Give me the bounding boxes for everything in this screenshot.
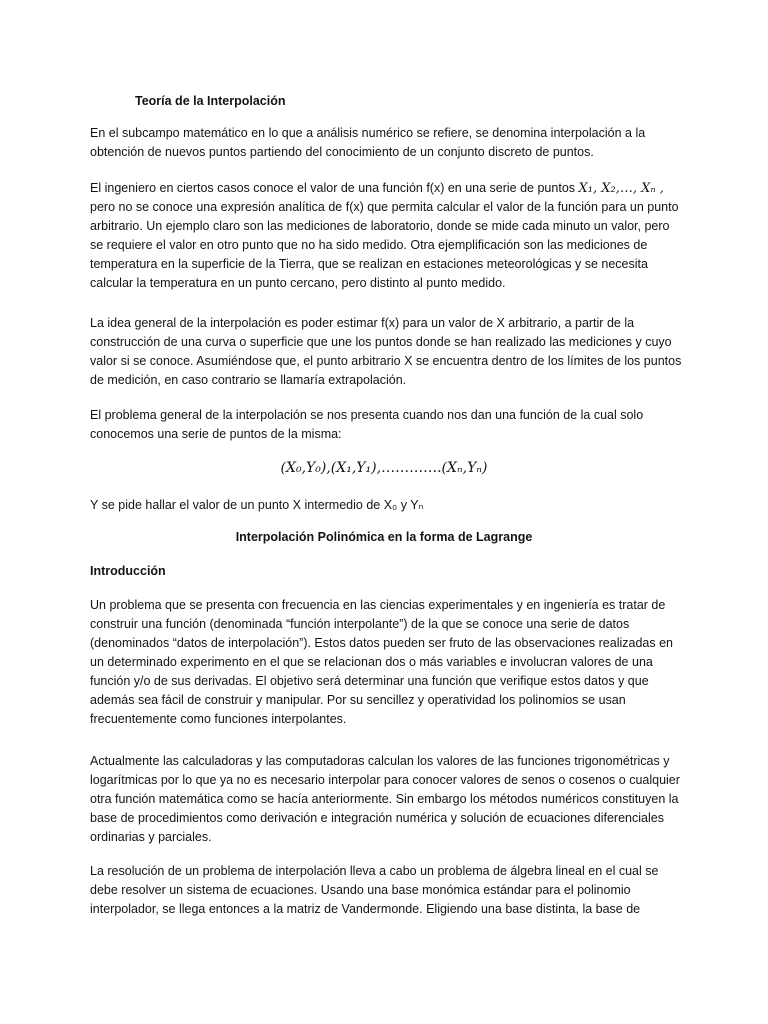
paragraph-resolution: La resolución de un problema de interpolación lleva a cabo un problema de álgebra lineal en el cual se debe resolver un sistema de ecuaciones. Usando una base monómica estándar para el polinomio interpolador, se llega entonces a la matriz de Vandermonde. Eligiendo una base distinta, la base de — [90, 864, 659, 916]
subheading-introduccion: Introducción — [90, 564, 166, 578]
document-title: Teoría de la Interpolación — [135, 94, 286, 108]
points-sequence-math: X₁, X₂,…, Xₙ , — [578, 181, 664, 196]
paragraph-general-problem: El problema general de la interpolación se nos presenta cuando nos dan una función de la cual solo conocemos una serie de puntos de la misma: — [90, 408, 644, 441]
paragraph-general-idea: La idea general de la interpolación es poder estimar f(x) para un valor de X arbitrario, a partir de la construcción de una curva o superficie que une los puntos donde se han realizado las mediciones y cuyo valor si se conoce. Asumiéndose que, el punto arbitrario X se encuentra dentro de los límites de los puntos de medición, en caso contrario se llamaría extrapolación. — [90, 316, 682, 387]
paragraph-intermediate: Y se pide hallar el valor de un punto X intermedio de X₀ y Yₙ — [90, 498, 424, 512]
paragraph-intro: En el subcampo matemático en lo que a análisis numérico se refiere, se denomina interpolación a la obtención de nuevos puntos partiendo del conocimiento de un conjunto discreto de puntos. — [90, 126, 646, 159]
paragraph-problem: Un problema que se presenta con frecuencia en las ciencias experimentales y en ingeniería es tratar de construir una función (denominada “función interpolante”) de la que se conoce una serie de datos (denominados “datos de interpolación”). Estos datos pueden ser fruto de las observaciones realizadas en un determinado experimento en el que se relacionan dos o más variables e involucran valores de una función y/o de sus derivadas. El objetivo será determinar una función que verifique estos datos y que además sea fácil de construir y manipular. Por su sencillez y operatividad los polinomios se usan frecuentemente como funciones interpolantes. — [90, 598, 673, 726]
paragraph-calculators: Actualmente las calculadoras y las computadoras calculan los valores de las funciones trigonométricas y logarítmicas por lo que ya no es necesario interpolar para conocer valores de senos o cosenos o cualquier otra función matemática como se hacía anteriormente. Sin embargo los métodos numéricos constituyen la base de procedimientos como derivación e integración numérica y solución de ecuaciones diferenciales ordinarias y parciales. — [90, 754, 680, 844]
paragraph-engineer-end: pero no se conoce una expresión analítica de f(x) que permita calcular el valor de la función para un punto arbitrario. Un ejemplo claro son las mediciones de laboratorio, donde se mide cada minuto un valor, pero se requiere el valor en otro punto que no ha sido medido. Otra ejemplificación son las mediciones de temperatura en la superficie de la Tierra, que se realizan en estaciones meteorológicas y se necesita calcular la temperatura en un punto cercano, pero distinto al punto medido. — [90, 200, 679, 290]
paragraph-engineer-start: El ingeniero en ciertos casos conoce el valor de una función f(x) en una serie de puntos — [90, 181, 576, 195]
section-title: Interpolación Polinómica en la forma de Lagrange — [235, 530, 533, 544]
paragraph-engineer — [90, 179, 682, 293]
points-formula: (X₀,Y₀),(X₁,Y₁),………….(Xₙ,Yₙ) — [280, 460, 488, 476]
